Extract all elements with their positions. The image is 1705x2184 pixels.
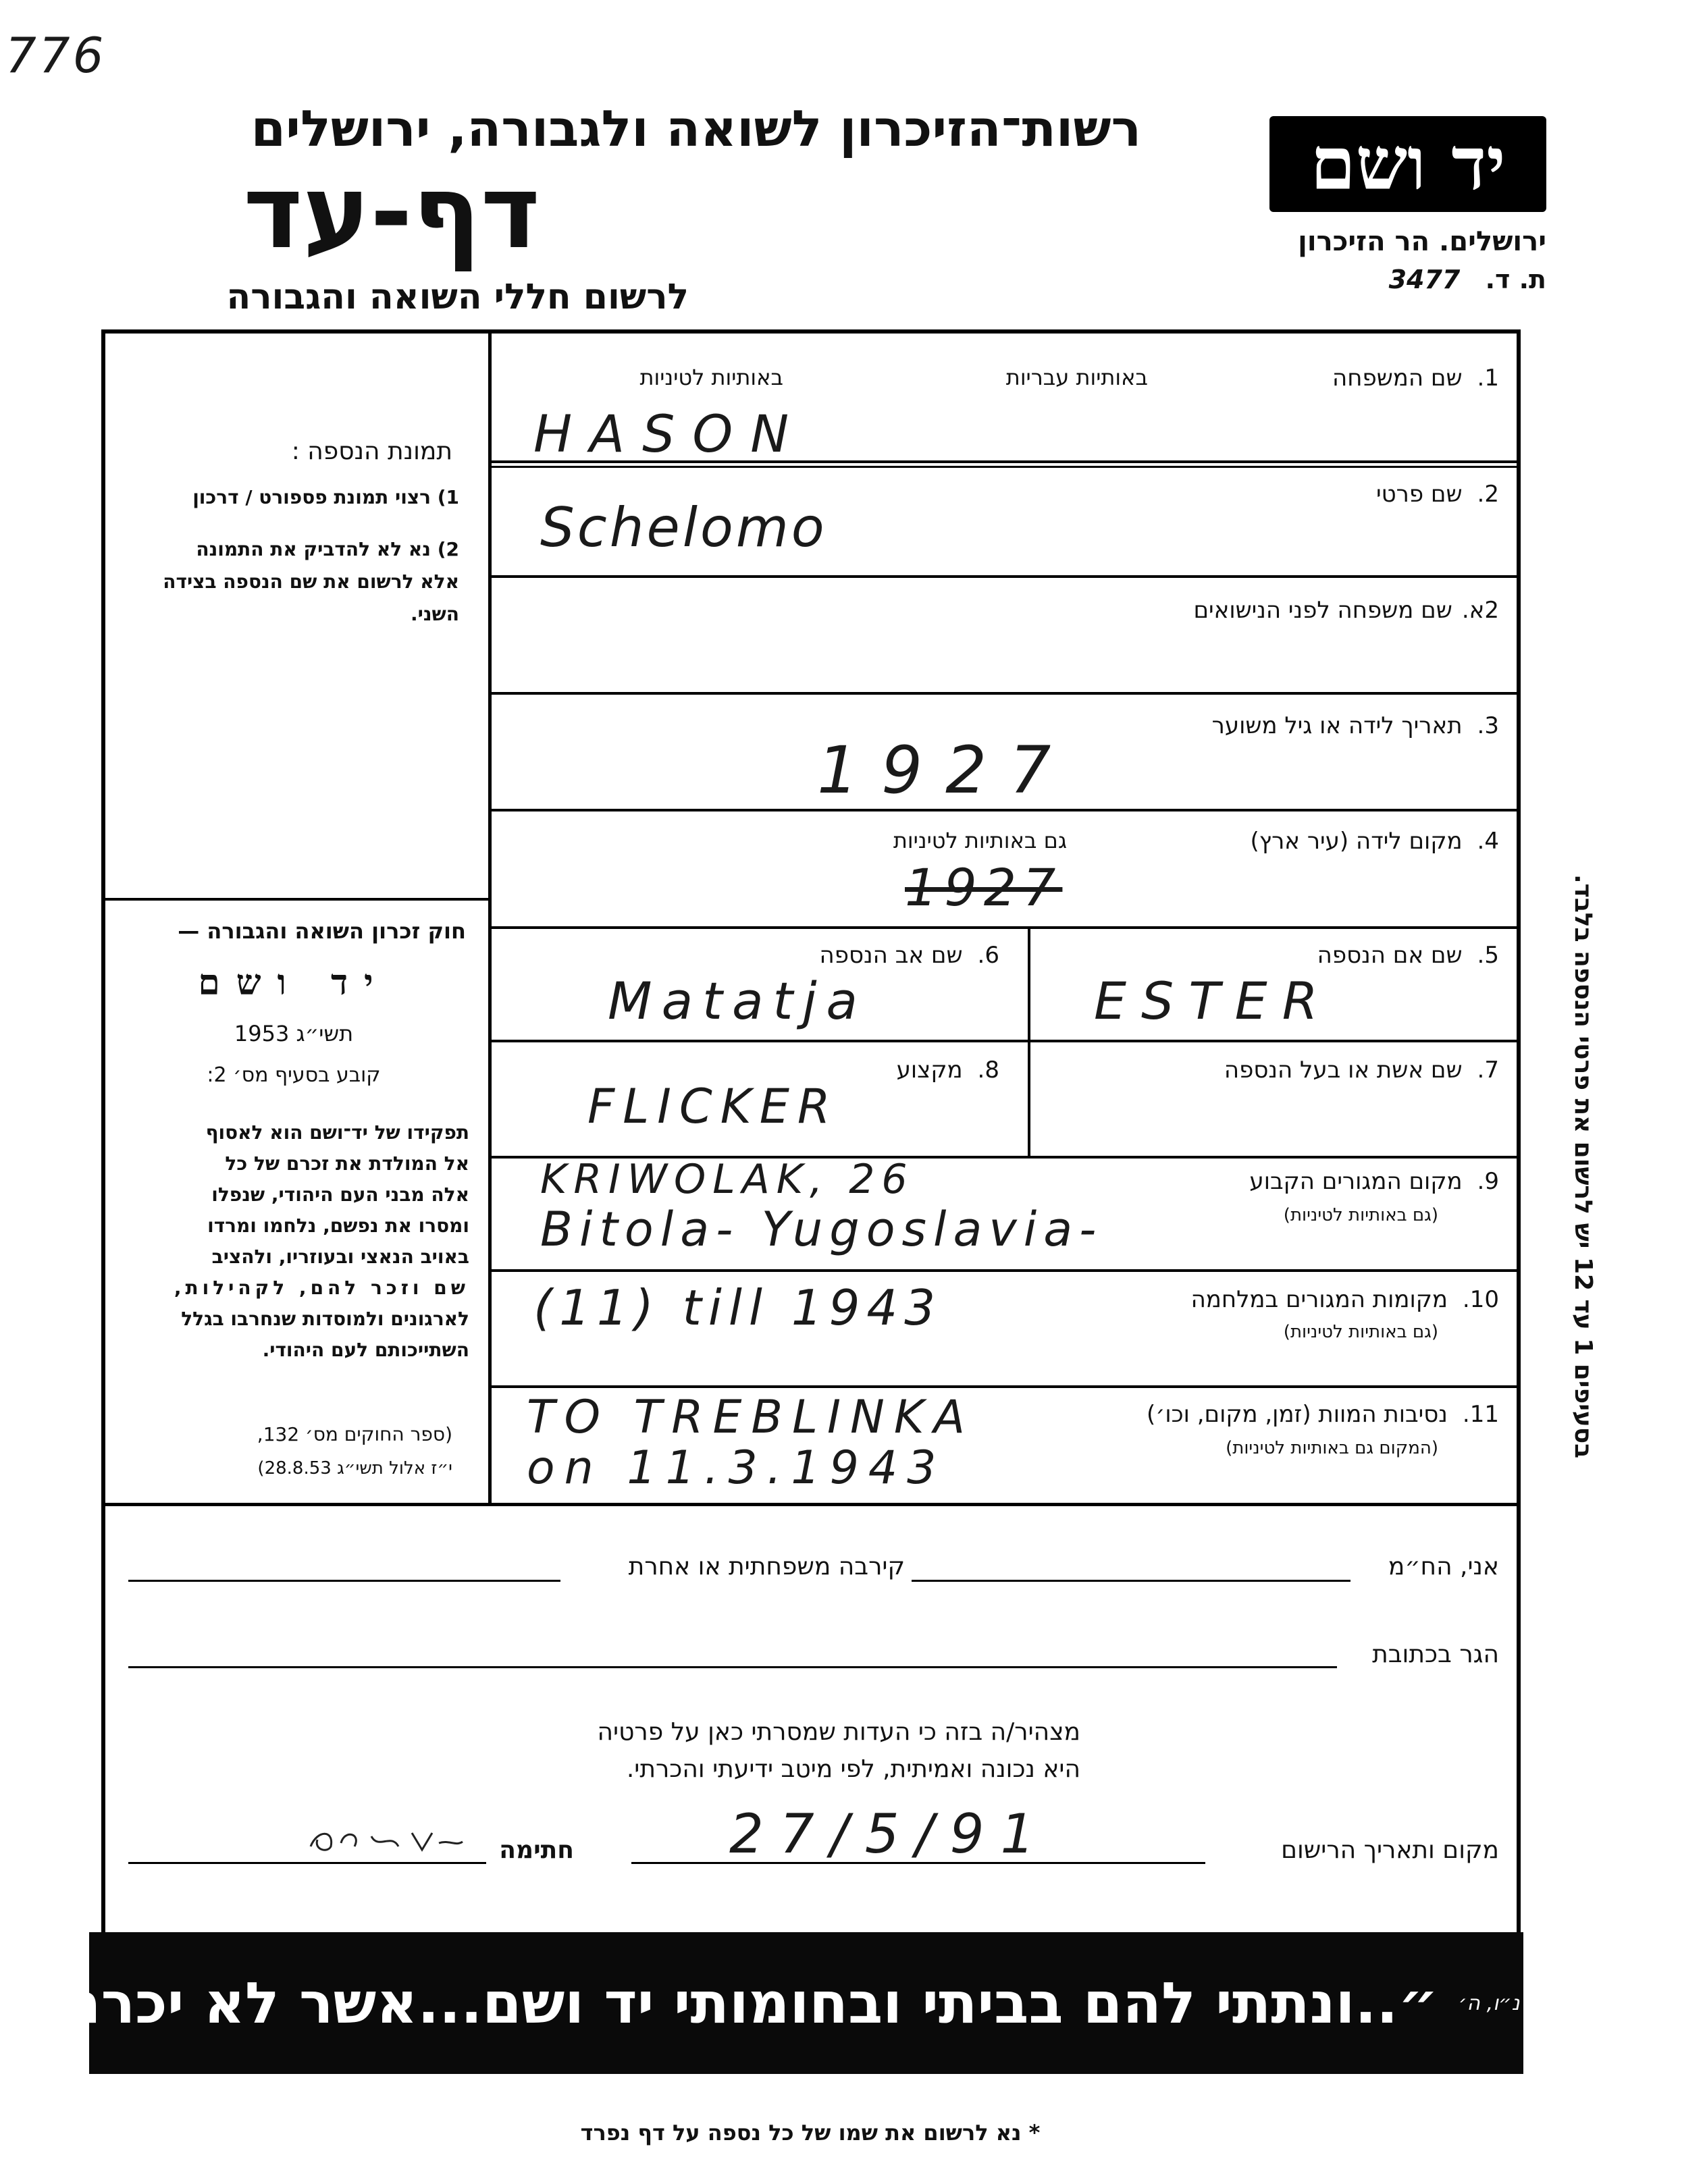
field-9-value-line1[interactable]: KRIWOLAK, 26: [540, 1156, 914, 1203]
field-label: נסיבות המוות (זמן, מקום, וכו׳): [1147, 1401, 1448, 1428]
address-line: ירושלים. הר הזיכרון: [1298, 226, 1546, 257]
signature-mark: [304, 1823, 466, 1857]
field-3-value[interactable]: 1927: [817, 733, 1074, 808]
photo-note-1: [122, 486, 459, 508]
law-clause: קובע בסעיף מס׳ 2:: [207, 1063, 381, 1087]
banner-content: [22, 1932, 1581, 2074]
field-10-label: [1080, 1286, 1499, 1313]
left-column-divider: [488, 331, 492, 1506]
signature-label: חתימה: [499, 1836, 574, 1864]
field-9-value-line2[interactable]: Bitola- Yugoslavia-: [540, 1202, 1103, 1257]
left-panel-divider: [103, 898, 490, 901]
field-1-value[interactable]: HASON: [533, 404, 807, 464]
field-2-value[interactable]: Schelomo: [540, 496, 827, 559]
declaration-line-2: היא נכונה ואמיתית, לפי מיטב ידיעתי והכרתי.: [626, 1755, 1080, 1783]
address-input[interactable]: [128, 1666, 1337, 1668]
law-source: (ספר החוקים מס׳ 132,: [257, 1423, 452, 1445]
field-label: תאריך לידה או גיל משוער: [1211, 712, 1463, 739]
field-label: שם המשפחה: [1332, 365, 1463, 392]
law-heading: חוק זכרון השואה והגבורה —: [178, 918, 466, 944]
law-text-line: תפקידו של יד־ושם הוא לאסוף: [205, 1121, 469, 1144]
po-box-number: 3477: [1388, 265, 1461, 294]
field-label: שם אשת או בעל הנספה: [1224, 1057, 1463, 1084]
banner-quote: ״..ונתתי להם בביתי ובחומותי יד ושם...אשר לא יכרת״: [22, 1970, 1438, 2036]
field-2-label: [1148, 481, 1499, 508]
note-number: 2): [437, 538, 459, 560]
form-subtitle: לרשום חללי השואה והגבורה: [226, 277, 689, 317]
field-11-value-line1[interactable]: TO TREBLINKA: [527, 1391, 974, 1444]
note-text: רצוי תמונת פספורט / דרכון: [192, 486, 431, 508]
field-11-label: [1013, 1401, 1499, 1428]
field-10-value[interactable]: (11) till 1943: [533, 1279, 943, 1336]
field-11-sublabel: (המקום גם באותיות לטיניות): [1226, 1438, 1438, 1458]
field-label: שם משפחה לפני הנישואים: [1193, 597, 1452, 624]
address-label: הגר בכתובת: [1372, 1641, 1499, 1668]
law-name: יד ושם: [198, 962, 390, 1003]
law-text-line: אל המולדת את זכרם של כל: [225, 1152, 469, 1175]
field-5-value[interactable]: ESTER: [1094, 971, 1333, 1031]
field-6-label: [716, 942, 999, 969]
law-text-line: לארגונים ולמוסדות שנחרבו בגלל: [181, 1308, 469, 1330]
relation-input[interactable]: [128, 1580, 560, 1582]
po-box: [1317, 265, 1546, 294]
banner-source: ישעיהו נ״ו, ה׳: [1458, 1991, 1581, 2015]
law-year: תשי״ג 1953: [234, 1021, 354, 1046]
field-number: 4.: [1477, 828, 1499, 855]
form-title: דף-עד: [243, 154, 540, 271]
field-10-sublabel: (גם באותיות לטיניות): [1283, 1322, 1438, 1342]
law-text-line: באויב הנאצי ובעוזריו, ולהציב: [211, 1246, 469, 1268]
field-number: 8.: [977, 1057, 999, 1084]
field-number: 2א.: [1461, 597, 1499, 624]
field-label: שם אם הנספה: [1317, 942, 1463, 969]
footer-note: [473, 2120, 1148, 2146]
field-4-latin-note: גם באותיות לטיניות: [893, 828, 1067, 853]
po-box-label: ת. ד.: [1485, 265, 1546, 294]
field-4-label: [1080, 828, 1499, 855]
yad-vashem-logo: [1269, 116, 1546, 212]
field-7-label: [1080, 1057, 1499, 1084]
field-number: 2.: [1477, 481, 1499, 508]
registration-date-value[interactable]: 27/5/91: [729, 1803, 1051, 1865]
law-text-line: שם וזכר להם, לקהילות,: [174, 1277, 469, 1299]
latin-letters-label: באותיות לטיניות: [639, 365, 783, 390]
field-1-label: [1148, 365, 1499, 392]
field-number: 5.: [1477, 942, 1499, 969]
field-9-sublabel: (גם באותיות לטיניות): [1283, 1205, 1438, 1225]
quote-banner: [22, 1932, 1581, 2074]
field-label: מקומות המגורים במלחמה: [1190, 1286, 1448, 1313]
field-11-value-line2[interactable]: on 11.3.1943: [527, 1441, 946, 1495]
hebrew-letters-label: באותיות עבריות: [1005, 365, 1148, 390]
field-3-label: [1013, 712, 1499, 739]
note-text: נא לא להדביק את התמונה: [196, 538, 431, 560]
field-8-value[interactable]: FLICKER: [587, 1079, 839, 1134]
place-date-label: מקום ותאריך הרישום: [1281, 1836, 1499, 1864]
field-9-label: [1107, 1168, 1499, 1195]
field-number: 6.: [977, 942, 999, 969]
declaration-line-1: מצהיר/ה בזה כי העדות שמסרתי כאן על פרטיה: [597, 1718, 1080, 1746]
asterisk-icon: *: [1028, 2120, 1041, 2146]
law-text: [111, 1117, 469, 1366]
field-label: מקום המגורים הקבוע: [1249, 1168, 1463, 1195]
law-text-line: אלה מבני העם היהודי, שנפלו: [211, 1183, 469, 1206]
field-number: 11.: [1462, 1401, 1499, 1428]
institution-name: רשות־הזיכרון לשואה ולגבורה, ירושלים: [251, 100, 1141, 158]
field-label: מקצוע: [896, 1057, 963, 1084]
photo-note-2: [122, 533, 459, 631]
field-label: מקום לידה (עיר ארץ): [1250, 828, 1463, 855]
law-source-date: י״ז אלול תשי״ג 28.8.53): [257, 1458, 452, 1479]
note-number: 1): [437, 486, 459, 508]
field-4-value[interactable]: 1927: [905, 857, 1063, 917]
law-text-line: השתייכותם לעם היהודי.: [262, 1339, 469, 1361]
field-5-label: [1148, 942, 1499, 969]
field-number: 3.: [1477, 712, 1499, 739]
field-label: שם אב הנספה: [819, 942, 963, 969]
signature-scribble-icon: [304, 1823, 466, 1857]
logo-text: יד ושם: [1310, 122, 1506, 207]
field-label: שם פרטי: [1376, 481, 1463, 508]
field-6-value[interactable]: Matatja: [608, 971, 868, 1031]
field-2a-label: [1013, 597, 1499, 624]
field-number: 1.: [1477, 365, 1499, 392]
side-note: בסעיפים 1 עד 12 יש לרשום את פרטי הנספה בלבד.: [1569, 874, 1597, 1458]
note-text: אלא לרשום את שם הנספה בצידה: [163, 570, 459, 593]
field-number: 9.: [1477, 1168, 1499, 1195]
signature-input[interactable]: [128, 1862, 486, 1864]
note-text: השני.: [410, 603, 459, 625]
declarant-i-label: אני, הח״מ: [1388, 1553, 1499, 1580]
field-number: 10.: [1462, 1286, 1499, 1313]
footer-note-text: נא לרשום את שמו של כל נספה על דף נפרד: [580, 2120, 1022, 2146]
relation-label: קירבה משפחתית או אחרת: [628, 1553, 905, 1580]
law-text-line: ומסרו את נפשם, נלחמו ומרדו: [207, 1215, 469, 1237]
field-number: 7.: [1477, 1057, 1499, 1084]
declarant-name-input[interactable]: [912, 1580, 1350, 1582]
photo-title: תמונת הנספה :: [291, 437, 452, 465]
file-number: 776: [5, 27, 107, 84]
